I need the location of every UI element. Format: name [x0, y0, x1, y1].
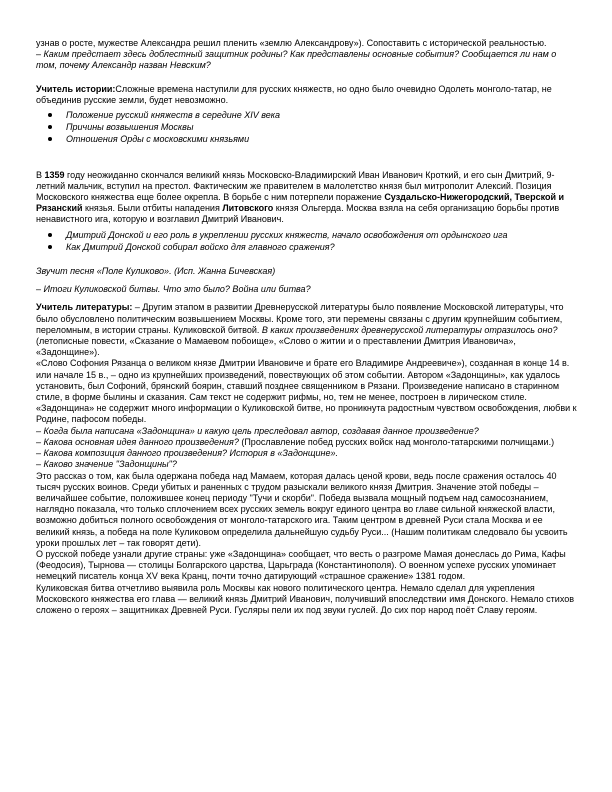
text-run: – Другим этапом в развитии Древнерусской литературы было появление Московской литературы, что было обусловлено политическим возвышением Москвы. Кроме того, эти перемены связаны с другим крупнейшим событием, переломным, в истории страны. Куликовской битвой. — [36, 302, 564, 335]
list-item: Причины возвышения Москвы — [66, 122, 578, 133]
year-bold: 1359 — [44, 169, 65, 180]
list-item: Положение русский княжеств в середине XIV века — [66, 110, 578, 121]
history-teacher-text: Сложные времена наступили для русских княжеств, но одно было очевидно Одолеть монголо-татар, не объединив русские земли, будет невозможно. — [36, 83, 552, 105]
document-body — [36, 38, 578, 616]
year-1359-paragraph — [36, 170, 578, 226]
literature-teacher-label: Учитель литературы: — [36, 302, 133, 313]
battle-question: – Итоги Куликовской битвы. Что это было? Война или битва? — [36, 284, 311, 295]
victory-paragraph: Это рассказ о том, как была одержана победа над Мамаем, которая далась ценой крови, ведь после сражения осталось 40 тысяч русских воинов. Среди убитых и раненных с трудом разыскали великого князя Дмитрия. Значение этой победы – величайшее событие, положившее конец периоду "Тучи и скорби". Победа вызвала мощный подъем над самосознанием, наглядно показала, что только сплочением всех русских земель вокруг единого центра во главе сильной княжеской власти, возможно добиться полного освобождения от монголо-татарского ига. Таким центром в древней Руси стала Москва и ее великий князь, а победа на поле Куликовом определила дальнейшую судьбу Руси... (Нашим политикам следовало бы усвоить уроки прошлых лет – так говорят дети). — [36, 470, 568, 548]
news-paragraph: О русской победе узнали другие страны: уже «Задонщина» сообщает, что весть о разгроме Мамая донеслась до Рима, Кафы (Феодосия), Тырнова — столицы Болгарского царства, Царьграда (Константинополя). О военном успехе русских упоминает немецкий писатель конца XV века Кранц, почти точно датирующий «страшное сражение» 1381 годом. — [36, 548, 566, 582]
italic-question: В каких произведениях древнерусской литературы отразилось оно? — [261, 324, 558, 335]
principalities-bold: Суздальско-Нижегородский, Тверской и Рязанский — [36, 192, 565, 214]
text-run: (Прославление побед русских войск над монголо-татарскими полчищами.) — [238, 436, 555, 447]
text-run: (летописные повести, «Сказание о Мамаевом побоище», «Слово о житии и о преставлении Дмитрия Ивановича», «Задонщине»). — [36, 336, 516, 358]
history-topics-list — [36, 110, 578, 146]
intro-question: – Каким предстает здесь доблестный защитник родины? Как представлены основные события? Сообщается ли нам о том, почему Александр назван Невским? — [36, 49, 557, 71]
question-main-idea — [36, 437, 578, 448]
question-significance: – Каково значение "Задонщины"? — [36, 459, 177, 470]
lithuanian-bold: Литовского — [222, 203, 274, 214]
text-run: году неожиданно скончался великий князь Московско-Владимирский Иван Иванович Кроткий, и его сын Дмитрий, 9-летний мальчик, вступил на престол. Фактическим же правителем в малолетство князя был митрополит Алексий. Позиция Московского княжества еще более окрепла. В борьбе с ним потерпели поражение — [36, 169, 555, 203]
list-item: Отношения Орды с московскими князьями — [66, 134, 578, 145]
text-run: князя Ольгерда. Москва взяла на себя организацию борьбы против ненавистного ига, которую и возглавил Дмитрий Иванович. — [36, 203, 560, 225]
zadonshchina-paragraph: «Слово Софония Рязанца о великом князе Дмитрии Ивановиче и брате его Владимире Андреевиче»), созданная в конце 14 в. или начале 15 в., – одно из крупнейших произведений, повествующих об этом событии. Автором «Задонщины», как удалось установить, был Софоний, брянский боярин, ставший позднее священником в Рязани. Произведение написано в старинном стиле, в форме былины и сказания. Сам текст не содержит рифмы, но, тем не менее, построен в лирическом стиле. «Задонщина» не содержит много информации о Куликовской битве, но проникнута радостным чувством освобождения, любви к Родине, пафосом победы. — [36, 358, 577, 425]
text-run: В — [36, 169, 45, 180]
final-paragraph: Куликовская битва отчетливо выявила роль Москвы как нового политического центра. Немало сделал для укрепления Московского княжества его глава — великий князь Дмитрий Иванович, получивший впоследствии имя Донского. Немало стихов сложено о героях – защитниках Древней Руси. Гусляры пели их под звуки гуслей. До сих пор народ поёт Славу героям. — [36, 582, 575, 615]
song-line: Звучит песня «Поле Куликово». (Исп. Жанна Бичевская) — [36, 266, 276, 277]
intro-paragraph: узнав о росте, мужестве Александра решил пленить «землю Александрову»). Сопоставить с исторической реальностью. — [36, 38, 547, 48]
question-when-written: – Когда была написана «Задонщина» и какую цель преследовал автор, создавая данное произведение? — [36, 425, 479, 436]
list-item: Дмитрий Донской и его роль в укреплении русских княжеств, начало освобождения от ордынского ига — [66, 230, 578, 241]
text-run: князья. Были отбиты нападения — [82, 203, 223, 214]
list-item: Как Дмитрий Донской собирал войско для главного сражения? — [66, 242, 578, 253]
history-teacher-label: Учитель истории: — [36, 83, 116, 94]
dmitry-questions-list — [36, 230, 578, 253]
literature-teacher-paragraph — [36, 302, 578, 358]
italic-question: – Какова основная идея данного произведения? — [36, 436, 239, 447]
question-composition: – Какова композиция данного произведения? История в «Задонщине». — [36, 448, 339, 459]
history-teacher-paragraph — [36, 84, 578, 106]
